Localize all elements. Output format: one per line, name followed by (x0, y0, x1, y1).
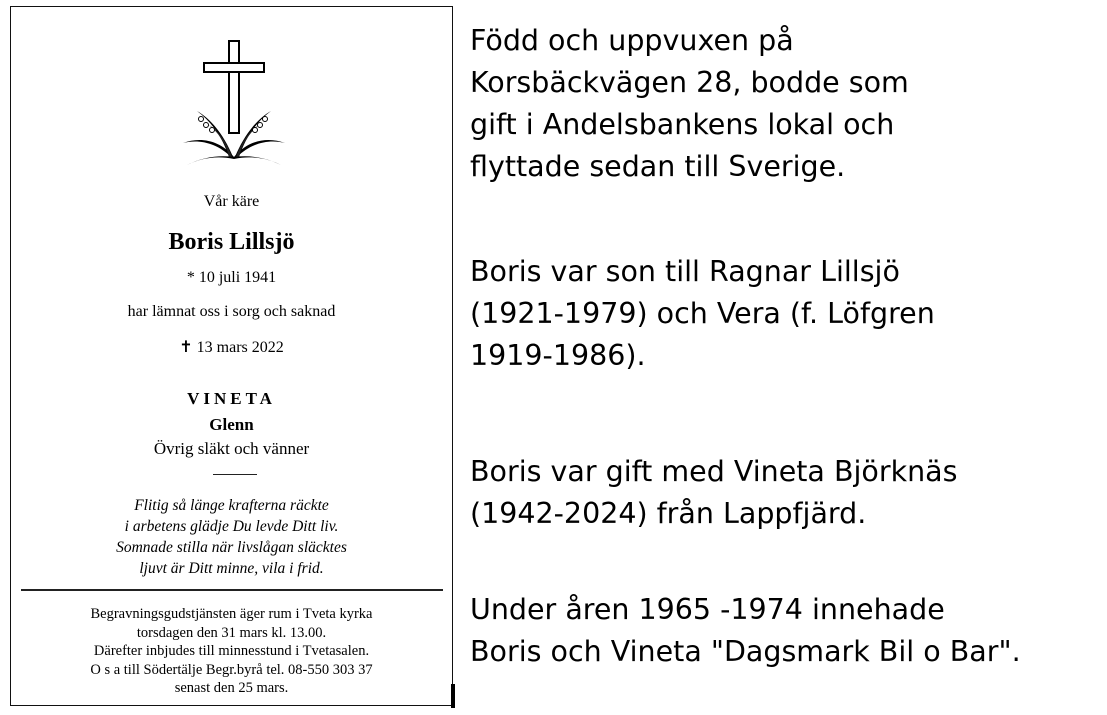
bio-line: 1919-1986). (470, 339, 646, 372)
bio-paragraph-parents (470, 251, 1100, 377)
mourner-child: Glenn (209, 415, 254, 434)
death-date: ✝ 13 mars 2022 (179, 339, 284, 356)
funeral-line: Begravningsgudstjänsten äger rum i Tveta kyrka (90, 606, 373, 622)
funeral-line: torsdagen den 31 mars kl. 13.00. (136, 624, 327, 641)
notice-intro: Vår käre (203, 193, 260, 210)
bio-line: gift i Andelsbankens lokal och (470, 108, 895, 141)
deceased-name: Boris Lillsjö (168, 229, 295, 255)
funeral-line: Därefter inbjudes till minnesstund i Tvetasalen. (93, 643, 370, 659)
verse-line: Flitig så länge krafterna räckte (134, 497, 329, 514)
obituary-notice (10, 6, 453, 706)
cross-with-lily-icon (179, 39, 289, 169)
funeral-line: O s a till Södertälje Begr.byrå tel. 08-550 303 37 (90, 661, 373, 678)
bio-line: Född och uppvuxen på (470, 24, 794, 57)
funeral-info (11, 605, 452, 698)
mourner-others: Övrig släkt och vänner (153, 439, 310, 458)
mourner-spouse: VINETA (187, 389, 276, 408)
bio-line: flyttade sedan till Sverige. (470, 150, 846, 183)
verse-line: i arbetens glädje Du levde Ditt liv. (124, 518, 339, 535)
bio-line: (1921-1979) och Vera (f. Löfgren (470, 297, 935, 330)
verse-line: ljuvt är Ditt minne, vila i frid. (139, 560, 324, 577)
memorial-verse (11, 495, 452, 579)
bio-line: Korsbäckvägen 28, bodde som (470, 66, 909, 99)
bio-line: Boris och Vineta "Dagsmark Bil o Bar". (470, 635, 1021, 668)
bio-paragraph-marriage (470, 451, 1100, 535)
verse-line: Somnade stilla när livslågan släcktes (116, 539, 347, 556)
sorrow-text: har lämnat oss i sorg och saknad (127, 303, 336, 320)
bio-line: Under åren 1965 -1974 innehade (470, 593, 945, 626)
bio-line: Boris var gift med Vineta Björknäs (470, 455, 958, 488)
notice-border-mark (451, 684, 455, 708)
birth-date: * 10 juli 1941 (186, 269, 277, 286)
bio-paragraph-upbringing (470, 20, 1100, 188)
bio-paragraph-business (470, 589, 1100, 673)
bio-line: Boris var son till Ragnar Lillsjö (470, 255, 900, 288)
funeral-line: senast den 25 mars. (174, 680, 289, 696)
divider-short (213, 474, 257, 475)
bio-line: (1942-2024) från Lappfjärd. (470, 497, 867, 530)
divider-wide (21, 589, 443, 591)
